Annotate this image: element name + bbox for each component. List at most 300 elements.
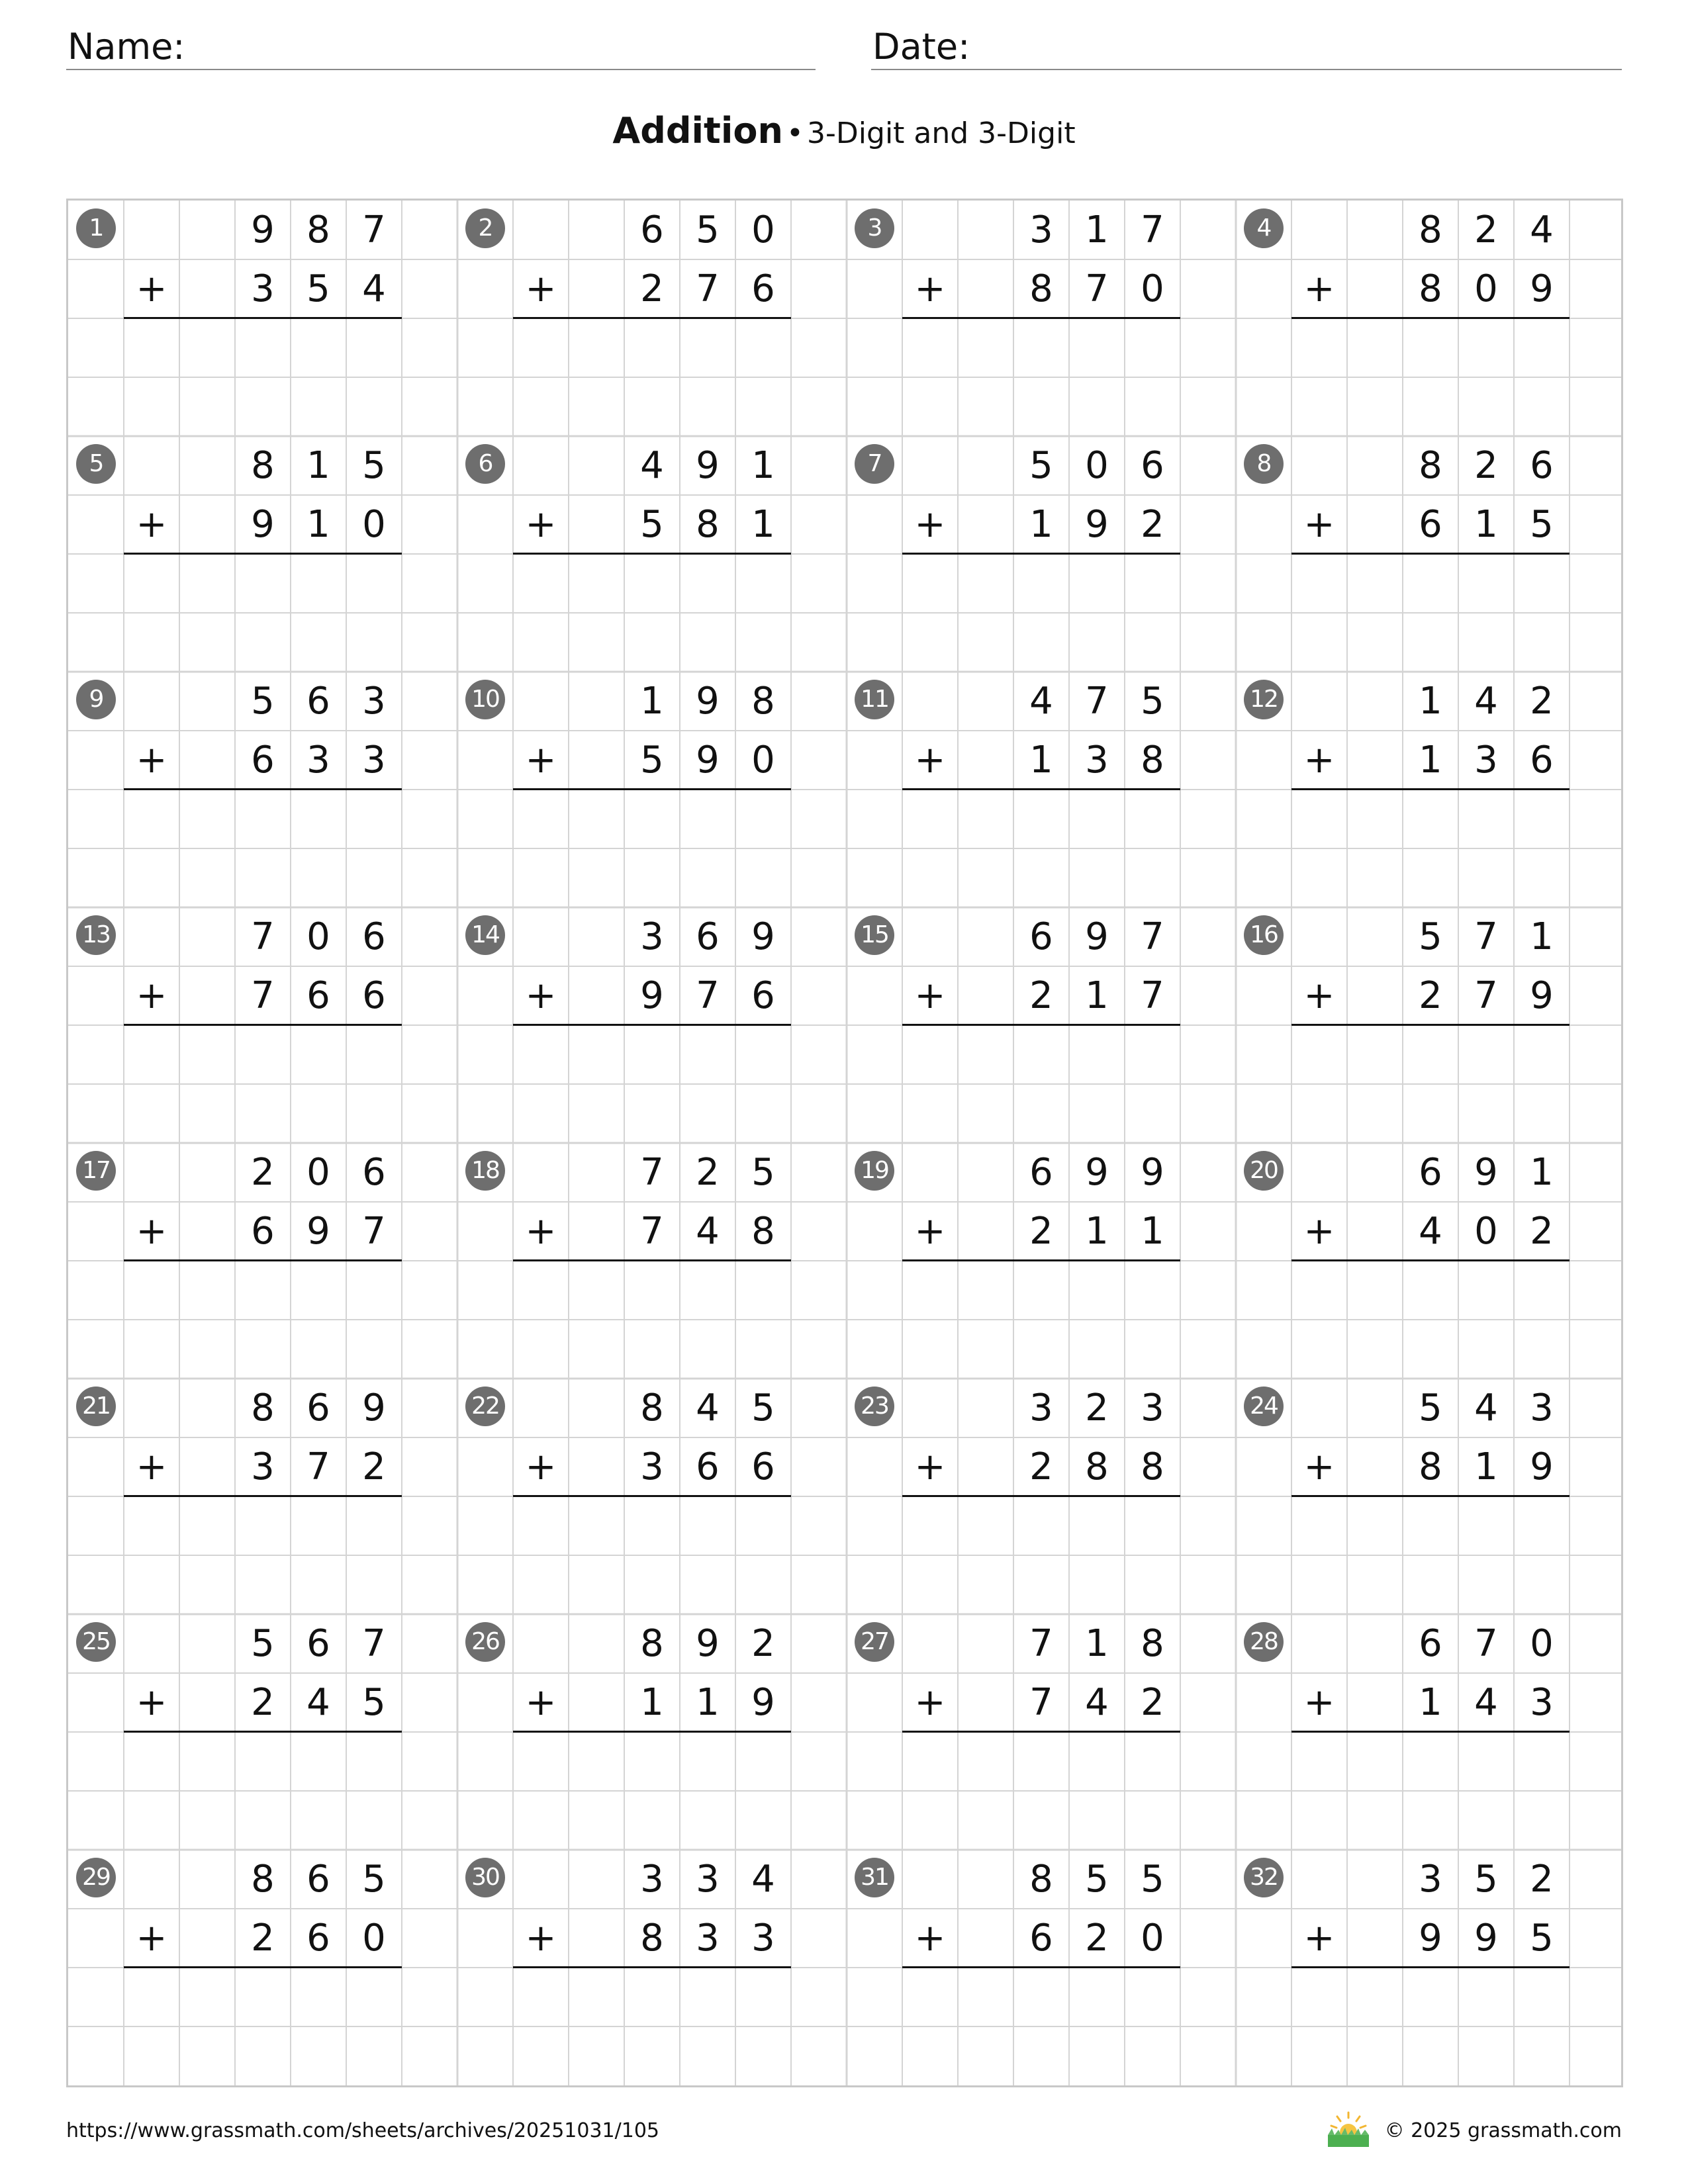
plus-operator: +	[1303, 739, 1335, 782]
top-addend-digit: 3	[1029, 208, 1053, 251]
top-addend-digit: 6	[1029, 1151, 1053, 1194]
plus-operator: +	[1303, 1917, 1335, 1960]
top-addend-digit: 9	[362, 1387, 386, 1430]
problem-3	[847, 201, 1236, 436]
bottom-addend-digit: 6	[1029, 1917, 1053, 1960]
answer-line	[124, 317, 402, 319]
top-addend-digit: 6	[696, 915, 720, 958]
top-addend-digit: 7	[1474, 1622, 1498, 1665]
top-addend-digit: 3	[1530, 1387, 1554, 1430]
bottom-addend-digit: 1	[1029, 739, 1053, 782]
answer-line	[513, 1966, 791, 1968]
problem-number-badge: 23	[855, 1387, 894, 1426]
answer-line	[1291, 317, 1570, 319]
bottom-addend-digit: 6	[306, 974, 330, 1017]
answer-line	[902, 317, 1180, 319]
top-addend-digit: 7	[1029, 1622, 1053, 1665]
problem-29	[68, 1850, 457, 2085]
top-addend-digit: 5	[251, 680, 275, 723]
answer-line	[902, 1731, 1180, 1733]
problem-number-badge: 16	[1244, 915, 1284, 955]
problem-number-badge: 28	[1244, 1622, 1284, 1662]
top-addend-digit: 9	[696, 680, 720, 723]
name-field[interactable]	[66, 25, 816, 70]
top-addend-digit: 6	[1029, 915, 1053, 958]
answer-line	[124, 788, 402, 790]
top-addend-digit: 6	[1530, 444, 1554, 487]
top-addend-digit: 7	[1141, 915, 1164, 958]
plus-operator: +	[914, 1210, 946, 1253]
bottom-addend-digit: 4	[696, 1210, 720, 1253]
top-addend-digit: 8	[1419, 208, 1442, 251]
top-addend-digit: 5	[696, 208, 720, 251]
answer-line	[513, 1731, 791, 1733]
top-addend-digit: 5	[251, 1622, 275, 1665]
bottom-addend-digit: 2	[1029, 1210, 1053, 1253]
top-addend-digit: 6	[1141, 444, 1164, 487]
top-addend-digit: 3	[1029, 1387, 1053, 1430]
bottom-addend-digit: 2	[1530, 1210, 1554, 1253]
bottom-addend-digit: 7	[640, 1210, 664, 1253]
problem-14	[457, 907, 847, 1143]
problem-number-badge: 6	[465, 444, 505, 484]
bottom-addend-digit: 7	[1085, 267, 1109, 310]
top-addend-digit: 2	[1530, 680, 1554, 723]
grass-sun-logo-icon	[1325, 2110, 1372, 2148]
bottom-addend-digit: 9	[306, 1210, 330, 1253]
top-addend-digit: 3	[640, 915, 664, 958]
answer-line	[902, 1259, 1180, 1261]
bottom-addend-digit: 1	[751, 503, 775, 546]
plus-operator: +	[914, 267, 946, 310]
top-addend-digit: 0	[306, 915, 330, 958]
bottom-addend-digit: 9	[696, 739, 720, 782]
top-addend-digit: 6	[306, 1387, 330, 1430]
bottom-addend-digit: 9	[1474, 1917, 1498, 1960]
answer-line	[124, 553, 402, 555]
answer-line	[124, 1024, 402, 1026]
problem-21	[68, 1379, 457, 1614]
plus-operator: +	[136, 1210, 167, 1253]
bottom-addend-digit: 8	[1419, 1445, 1442, 1488]
top-addend-digit: 5	[362, 1858, 386, 1901]
problem-number-badge: 21	[76, 1387, 116, 1426]
bottom-addend-digit: 3	[306, 739, 330, 782]
bottom-addend-digit: 3	[251, 1445, 275, 1488]
top-addend-digit: 9	[1085, 915, 1109, 958]
problem-number-badge: 12	[1244, 680, 1284, 719]
plus-operator: +	[914, 739, 946, 782]
answer-line	[1291, 1731, 1570, 1733]
top-addend-digit: 8	[251, 1858, 275, 1901]
top-addend-digit: 1	[1419, 680, 1442, 723]
top-addend-digit: 8	[1029, 1858, 1053, 1901]
top-addend-digit: 4	[751, 1858, 775, 1901]
bottom-addend-digit: 9	[1419, 1917, 1442, 1960]
bottom-addend-digit: 6	[696, 1445, 720, 1488]
bottom-addend-digit: 1	[1474, 1445, 1498, 1488]
problem-number-badge: 7	[855, 444, 894, 484]
problem-grid	[66, 199, 1623, 2087]
problem-number-badge: 22	[465, 1387, 505, 1426]
bottom-addend-digit: 6	[306, 1917, 330, 1960]
answer-line	[1291, 1259, 1570, 1261]
bottom-addend-digit: 9	[251, 503, 275, 546]
footer-copyright: © 2025 grassmath.com	[1384, 2119, 1622, 2142]
plus-operator: +	[1303, 1681, 1335, 1724]
problem-2	[457, 201, 847, 436]
plus-operator: +	[525, 739, 557, 782]
problem-number-badge: 19	[855, 1151, 894, 1191]
plus-operator: +	[1303, 267, 1335, 310]
problem-number-badge: 26	[465, 1622, 505, 1662]
top-addend-digit: 3	[696, 1858, 720, 1901]
bottom-addend-digit: 0	[1141, 267, 1164, 310]
problem-27	[847, 1614, 1236, 1850]
problem-number-badge: 10	[465, 680, 505, 719]
bottom-addend-digit: 4	[1085, 1681, 1109, 1724]
date-field[interactable]	[871, 25, 1622, 70]
bottom-addend-digit: 3	[640, 1445, 664, 1488]
bottom-addend-digit: 7	[696, 267, 720, 310]
top-addend-digit: 4	[640, 444, 664, 487]
top-addend-digit: 5	[751, 1151, 775, 1194]
plus-operator: +	[136, 1445, 167, 1488]
bottom-addend-digit: 5	[640, 503, 664, 546]
bottom-addend-digit: 4	[362, 267, 386, 310]
top-addend-digit: 8	[251, 1387, 275, 1430]
top-addend-digit: 3	[362, 680, 386, 723]
top-addend-digit: 9	[696, 1622, 720, 1665]
problem-17	[68, 1143, 457, 1379]
bottom-addend-digit: 8	[1029, 267, 1053, 310]
problem-number-badge: 30	[465, 1858, 505, 1897]
bottom-addend-digit: 3	[251, 267, 275, 310]
top-addend-digit: 4	[1474, 680, 1498, 723]
answer-line	[902, 1966, 1180, 1968]
bottom-addend-digit: 6	[751, 974, 775, 1017]
top-addend-digit: 8	[1141, 1622, 1164, 1665]
top-addend-digit: 1	[306, 444, 330, 487]
problem-number-badge: 2	[465, 208, 505, 248]
top-addend-digit: 5	[1029, 444, 1053, 487]
top-addend-digit: 8	[751, 680, 775, 723]
bottom-addend-digit: 6	[251, 1210, 275, 1253]
bottom-addend-digit: 1	[1419, 739, 1442, 782]
answer-line	[902, 1024, 1180, 1026]
plus-operator: +	[136, 1917, 167, 1960]
problem-9	[68, 672, 457, 907]
top-addend-digit: 1	[1085, 208, 1109, 251]
top-addend-digit: 1	[1530, 1151, 1554, 1194]
top-addend-digit: 2	[1474, 444, 1498, 487]
bottom-addend-digit: 2	[1029, 974, 1053, 1017]
name-label: Name:	[68, 26, 185, 68]
top-addend-digit: 9	[751, 915, 775, 958]
top-addend-digit: 6	[362, 915, 386, 958]
top-addend-digit: 6	[306, 1622, 330, 1665]
problem-number-badge: 8	[1244, 444, 1284, 484]
top-addend-digit: 1	[751, 444, 775, 487]
top-addend-digit: 5	[751, 1387, 775, 1430]
bottom-addend-digit: 6	[1419, 503, 1442, 546]
problem-number-badge: 31	[855, 1858, 894, 1897]
plus-operator: +	[136, 974, 167, 1017]
top-addend-digit: 7	[1474, 915, 1498, 958]
top-addend-digit: 6	[306, 680, 330, 723]
problem-31	[847, 1850, 1236, 2085]
bottom-addend-digit: 0	[1474, 1210, 1498, 1253]
answer-line	[902, 1495, 1180, 1497]
problem-26	[457, 1614, 847, 1850]
bottom-addend-digit: 5	[1530, 1917, 1554, 1960]
bottom-addend-digit: 8	[1141, 1445, 1164, 1488]
top-addend-digit: 1	[1085, 1622, 1109, 1665]
top-addend-digit: 3	[1419, 1858, 1442, 1901]
top-addend-digit: 6	[1419, 1151, 1442, 1194]
problem-22	[457, 1379, 847, 1614]
problem-20	[1236, 1143, 1623, 1379]
plus-operator: +	[525, 1210, 557, 1253]
bottom-addend-digit: 1	[1085, 1210, 1109, 1253]
answer-line	[1291, 1024, 1570, 1026]
problem-16	[1236, 907, 1623, 1143]
problem-number-badge: 25	[76, 1622, 116, 1662]
top-addend-digit: 6	[362, 1151, 386, 1194]
top-addend-digit: 5	[1141, 1858, 1164, 1901]
problem-7	[847, 436, 1236, 672]
top-addend-digit: 9	[251, 208, 275, 251]
problem-24	[1236, 1379, 1623, 1614]
bottom-addend-digit: 0	[1141, 1917, 1164, 1960]
bottom-addend-digit: 7	[696, 974, 720, 1017]
top-addend-digit: 8	[640, 1622, 664, 1665]
bottom-addend-digit: 2	[251, 1681, 275, 1724]
bottom-addend-digit: 9	[1085, 503, 1109, 546]
problem-number-badge: 29	[76, 1858, 116, 1897]
top-addend-digit: 7	[1141, 208, 1164, 251]
bottom-addend-digit: 6	[1530, 739, 1554, 782]
top-addend-digit: 5	[1474, 1858, 1498, 1901]
plus-operator: +	[525, 1681, 557, 1724]
bottom-addend-digit: 2	[1029, 1445, 1053, 1488]
bottom-addend-digit: 7	[306, 1445, 330, 1488]
top-addend-digit: 1	[1530, 915, 1554, 958]
bottom-addend-digit: 0	[362, 1917, 386, 1960]
bottom-addend-digit: 8	[1141, 739, 1164, 782]
bottom-addend-digit: 7	[1141, 974, 1164, 1017]
problem-28	[1236, 1614, 1623, 1850]
problem-number-badge: 14	[465, 915, 505, 955]
plus-operator: +	[136, 267, 167, 310]
bottom-addend-digit: 1	[1029, 503, 1053, 546]
bottom-addend-digit: 0	[362, 503, 386, 546]
bottom-addend-digit: 8	[1419, 267, 1442, 310]
problem-25	[68, 1614, 457, 1850]
footer-url[interactable]: https://www.grassmath.com/sheets/archives/20251031/105	[66, 2119, 660, 2142]
top-addend-digit: 2	[696, 1151, 720, 1194]
top-addend-digit: 0	[306, 1151, 330, 1194]
bottom-addend-digit: 4	[1474, 1681, 1498, 1724]
problem-12	[1236, 672, 1623, 907]
bottom-addend-digit: 5	[362, 1681, 386, 1724]
problem-30	[457, 1850, 847, 2085]
top-addend-digit: 0	[1530, 1622, 1554, 1665]
bottom-addend-digit: 1	[1141, 1210, 1164, 1253]
top-addend-digit: 8	[306, 208, 330, 251]
bottom-addend-digit: 2	[640, 267, 664, 310]
problem-number-badge: 4	[1244, 208, 1284, 248]
plus-operator: +	[914, 1445, 946, 1488]
top-addend-digit: 5	[1419, 915, 1442, 958]
top-addend-digit: 0	[751, 208, 775, 251]
problem-1	[68, 201, 457, 436]
title-separator: •	[786, 116, 804, 150]
title-subtitle: 3-Digit and 3-Digit	[807, 116, 1076, 150]
answer-line	[124, 1966, 402, 1968]
plus-operator: +	[525, 267, 557, 310]
top-addend-digit: 7	[362, 1622, 386, 1665]
plus-operator: +	[914, 1917, 946, 1960]
answer-line	[124, 1731, 402, 1733]
plus-operator: +	[914, 1681, 946, 1724]
problem-5	[68, 436, 457, 672]
problem-number-badge: 20	[1244, 1151, 1284, 1191]
problem-23	[847, 1379, 1236, 1614]
top-addend-digit: 3	[640, 1858, 664, 1901]
top-addend-digit: 4	[696, 1387, 720, 1430]
problem-13	[68, 907, 457, 1143]
bottom-addend-digit: 8	[751, 1210, 775, 1253]
problem-19	[847, 1143, 1236, 1379]
bottom-addend-digit: 8	[640, 1917, 664, 1960]
bottom-addend-digit: 3	[751, 1917, 775, 1960]
date-label: Date:	[872, 26, 970, 68]
problem-number-badge: 24	[1244, 1387, 1284, 1426]
bottom-addend-digit: 2	[362, 1445, 386, 1488]
bottom-addend-digit: 0	[1474, 267, 1498, 310]
top-addend-digit: 5	[1085, 1858, 1109, 1901]
bottom-addend-digit: 8	[1085, 1445, 1109, 1488]
answer-line	[1291, 1966, 1570, 1968]
top-addend-digit: 7	[640, 1151, 664, 1194]
problem-18	[457, 1143, 847, 1379]
bottom-addend-digit: 7	[362, 1210, 386, 1253]
bottom-addend-digit: 9	[640, 974, 664, 1017]
bottom-addend-digit: 2	[1085, 1917, 1109, 1960]
problem-number-badge: 13	[76, 915, 116, 955]
top-addend-digit: 9	[1474, 1151, 1498, 1194]
problem-8	[1236, 436, 1623, 672]
problem-4	[1236, 201, 1623, 436]
plus-operator: +	[136, 739, 167, 782]
bottom-addend-digit: 1	[1085, 974, 1109, 1017]
top-addend-digit: 8	[640, 1387, 664, 1430]
top-addend-digit: 2	[1474, 208, 1498, 251]
top-addend-digit: 9	[1141, 1151, 1164, 1194]
problem-11	[847, 672, 1236, 907]
plus-operator: +	[1303, 1210, 1335, 1253]
bottom-addend-digit: 5	[306, 267, 330, 310]
answer-line	[513, 1259, 791, 1261]
bottom-addend-digit: 3	[1085, 739, 1109, 782]
top-addend-digit: 9	[696, 444, 720, 487]
top-addend-digit: 8	[251, 444, 275, 487]
bottom-addend-digit: 6	[251, 739, 275, 782]
bottom-addend-digit: 8	[696, 503, 720, 546]
top-addend-digit: 2	[751, 1622, 775, 1665]
top-addend-digit: 7	[362, 208, 386, 251]
problem-number-badge: 15	[855, 915, 894, 955]
problem-number-badge: 32	[1244, 1858, 1284, 1897]
problem-number-badge: 1	[76, 208, 116, 248]
top-addend-digit: 5	[1141, 680, 1164, 723]
top-addend-digit: 2	[1085, 1387, 1109, 1430]
bottom-addend-digit: 9	[1530, 1445, 1554, 1488]
plus-operator: +	[914, 503, 946, 546]
top-addend-digit: 1	[640, 680, 664, 723]
top-addend-digit: 6	[306, 1858, 330, 1901]
worksheet-title	[0, 105, 1688, 166]
answer-line	[513, 1024, 791, 1026]
bottom-addend-digit: 5	[640, 739, 664, 782]
plus-operator: +	[525, 1445, 557, 1488]
problem-number-badge: 17	[76, 1151, 116, 1191]
answer-line	[513, 317, 791, 319]
problem-number-badge: 5	[76, 444, 116, 484]
problem-32	[1236, 1850, 1623, 2085]
bottom-addend-digit: 6	[751, 1445, 775, 1488]
problem-10	[457, 672, 847, 907]
bottom-addend-digit: 7	[1029, 1681, 1053, 1724]
bottom-addend-digit: 3	[362, 739, 386, 782]
answer-line	[513, 1495, 791, 1497]
bottom-addend-digit: 6	[362, 974, 386, 1017]
bottom-addend-digit: 1	[1419, 1681, 1442, 1724]
bottom-addend-digit: 2	[1419, 974, 1442, 1017]
top-addend-digit: 5	[1419, 1387, 1442, 1430]
answer-line	[1291, 788, 1570, 790]
bottom-addend-digit: 2	[1141, 1681, 1164, 1724]
bottom-addend-digit: 3	[696, 1917, 720, 1960]
answer-line	[1291, 1495, 1570, 1497]
top-addend-digit: 7	[251, 915, 275, 958]
problem-15	[847, 907, 1236, 1143]
top-addend-digit: 3	[1141, 1387, 1164, 1430]
bottom-addend-digit: 2	[1141, 503, 1164, 546]
problem-number-badge: 9	[76, 680, 116, 719]
plus-operator: +	[136, 503, 167, 546]
top-addend-digit: 4	[1029, 680, 1053, 723]
bottom-addend-digit: 4	[306, 1681, 330, 1724]
top-addend-digit: 5	[362, 444, 386, 487]
problem-number-badge: 3	[855, 208, 894, 248]
answer-line	[513, 788, 791, 790]
top-addend-digit: 7	[1085, 680, 1109, 723]
plus-operator: +	[1303, 974, 1335, 1017]
answer-line	[513, 553, 791, 555]
top-addend-digit: 8	[1419, 444, 1442, 487]
bottom-addend-digit: 0	[751, 739, 775, 782]
top-addend-digit: 0	[1085, 444, 1109, 487]
plus-operator: +	[525, 1917, 557, 1960]
problem-6	[457, 436, 847, 672]
answer-line	[1291, 553, 1570, 555]
top-addend-digit: 9	[1085, 1151, 1109, 1194]
title-main: Addition	[612, 110, 783, 152]
plus-operator: +	[525, 503, 557, 546]
problem-number-badge: 11	[855, 680, 894, 719]
